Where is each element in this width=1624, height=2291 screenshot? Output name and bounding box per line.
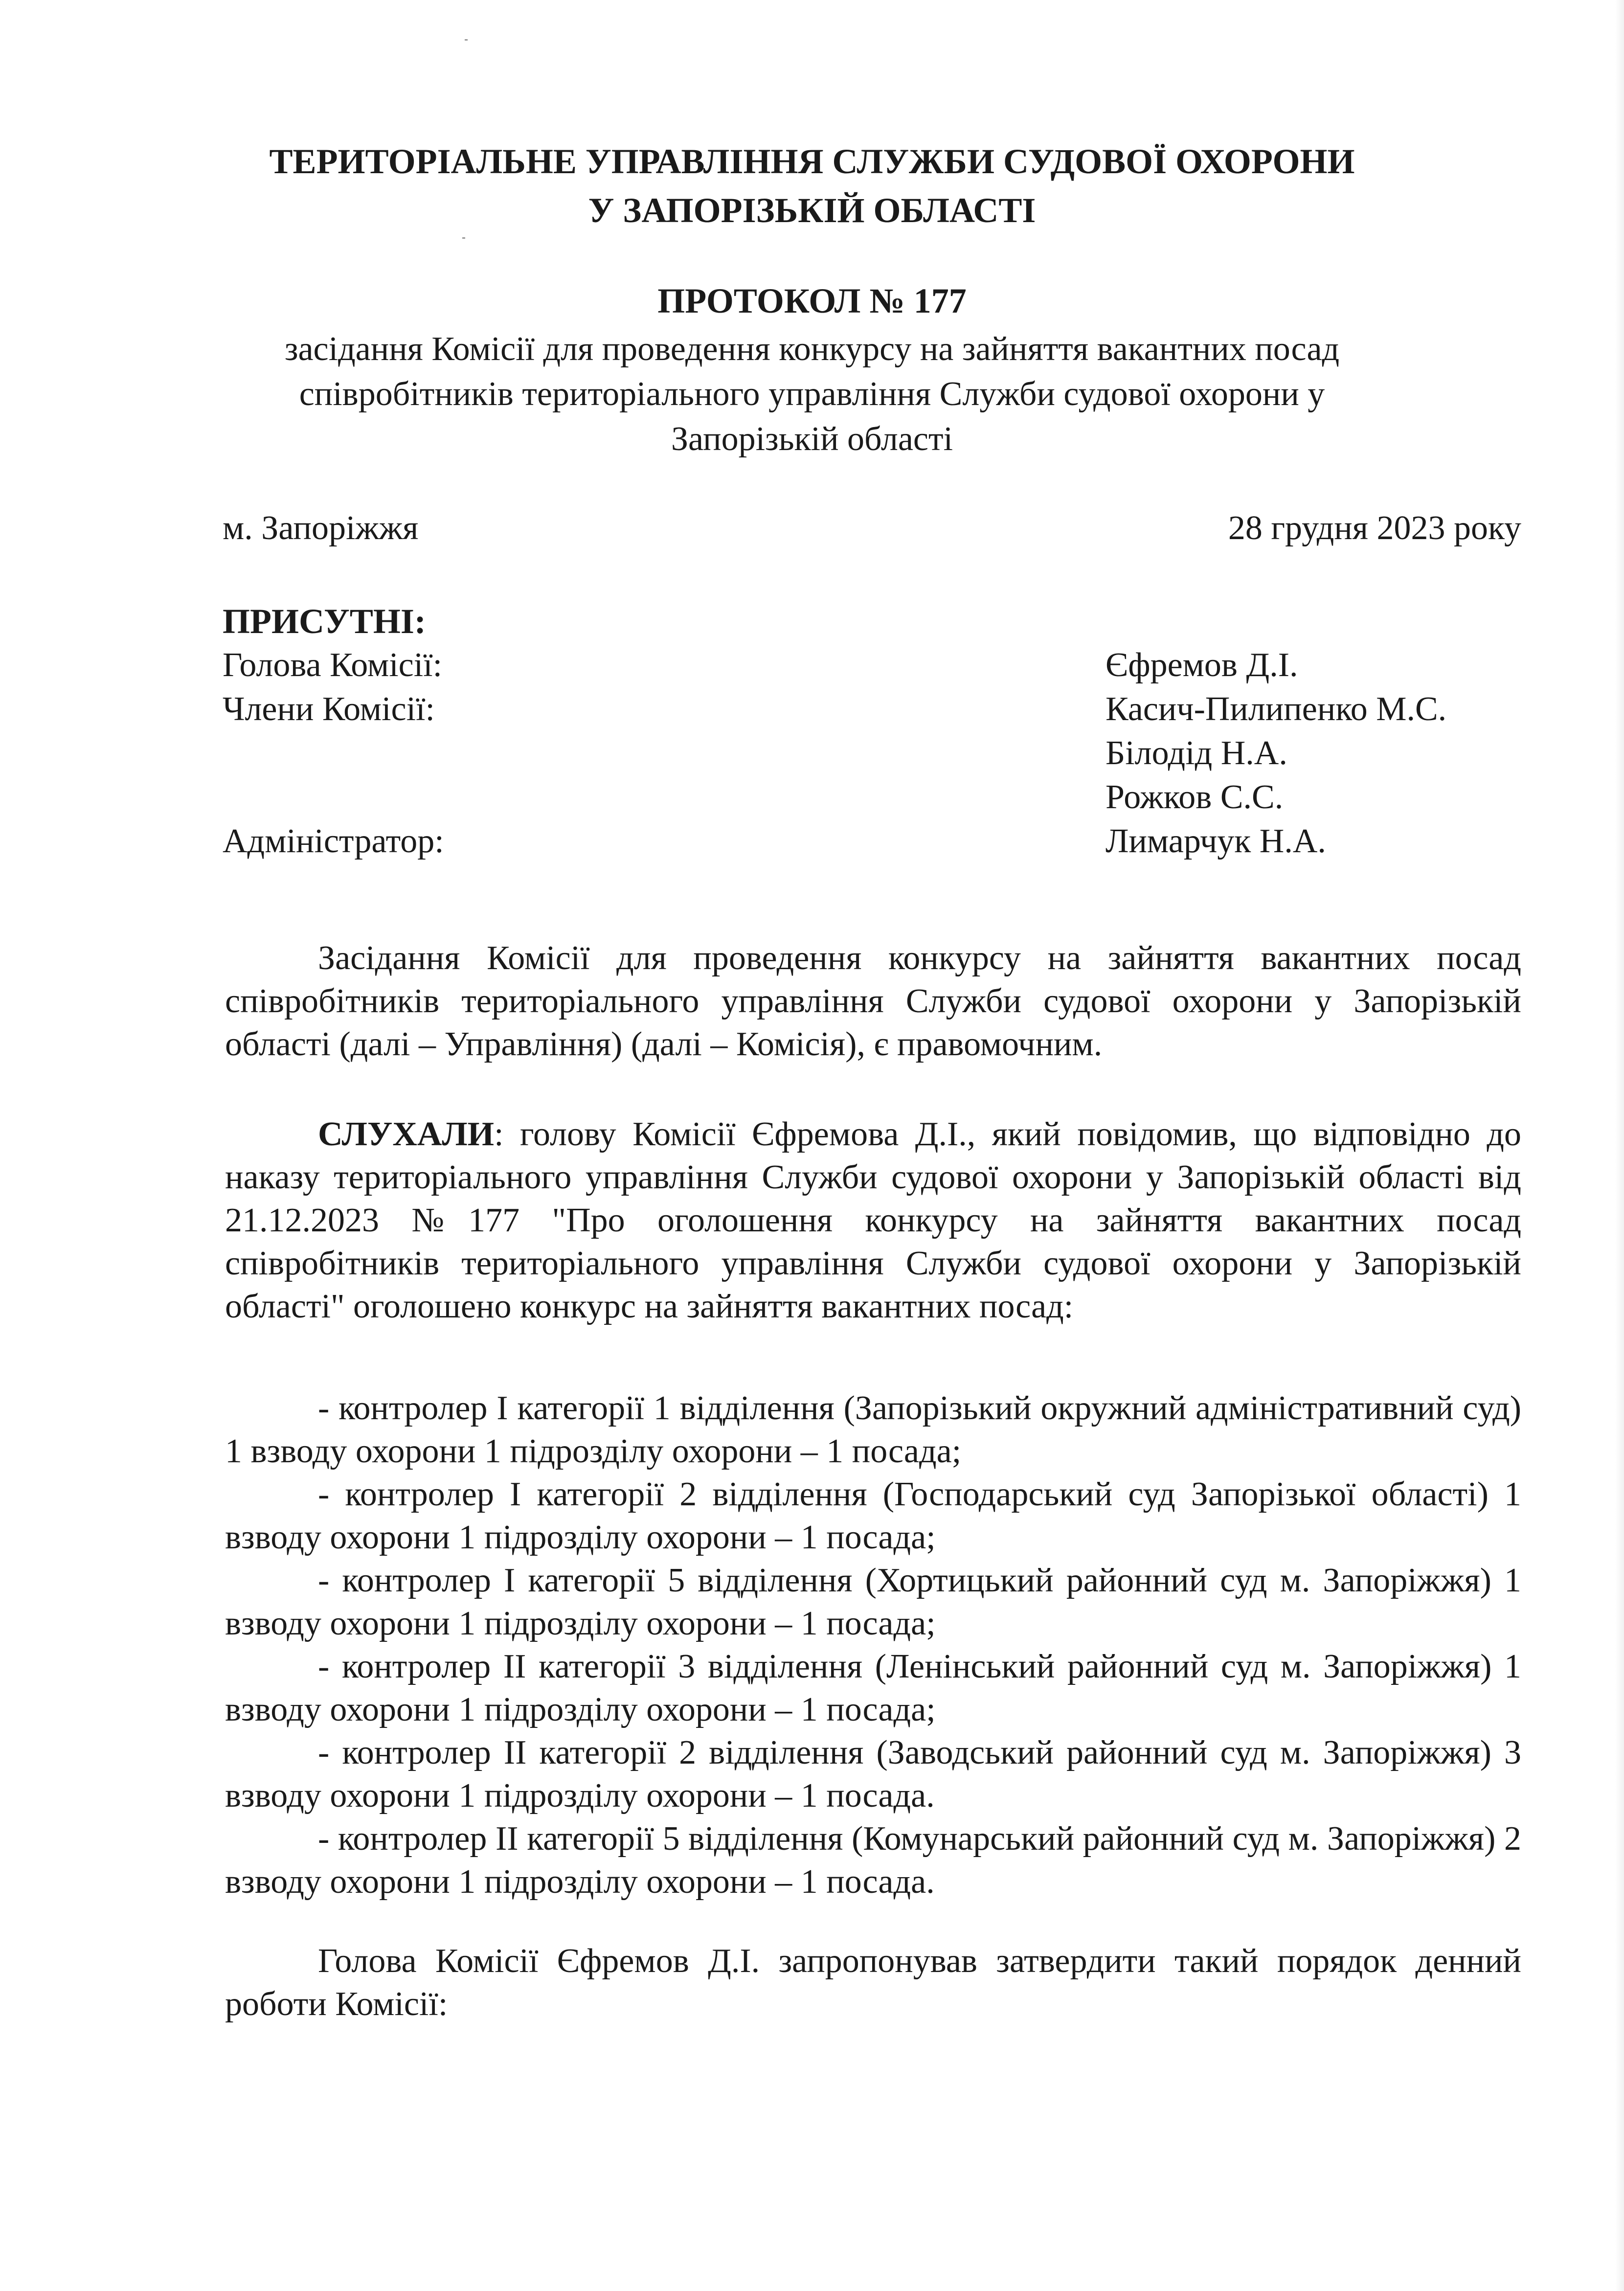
chair-name: Єфремов Д.І. [1105,646,1298,684]
scan-speck [465,39,468,41]
position-item: - контролер ІІ категорії 2 відділення (Заводський районний суд м. Запоріжжя) 3 взводу охорони 1 підрозділу охорони – 1 посада. [225,1734,1521,1815]
members-role: Члени Комісії: [223,690,435,728]
heard-paragraph [225,1113,1521,1328]
scan-speck [462,237,465,239]
heard-label: СЛУХАЛИ [318,1115,495,1153]
member-name: Рожков С.С. [1105,778,1284,816]
admin-role: Адміністратор: [223,822,444,860]
intro-text: Засідання Комісії для проведення конкурсу на зайняття вакантних посад співробітників територіального управління Служби судової охорони у Запорізькій області (далі – Управління) (далі – Комісія), є правомочним. [225,939,1521,1063]
protocol-title: ПРОТОКОЛ № 177 [657,281,967,320]
positions-list [225,1387,1521,1904]
position-item: - контролер І категорії 1 відділення (Запорізький окружний адміністративний суд) 1 взводу охорони 1 підрозділу охорони – 1 посада; [225,1389,1521,1470]
position-item: - контролер І категорії 5 відділення (Хортицький районний суд м. Запоріжжя) 1 взводу охорони 1 підрозділу охорони – 1 посада; [225,1562,1521,1642]
organization-header [0,137,1624,235]
meeting-place: м. Запоріжжя [223,509,419,547]
member-name: Білодід Н.А. [1105,734,1287,772]
heard-text-block [225,1113,1521,1328]
meeting-date: 28 грудня 2023 року [1228,509,1521,547]
present-heading: ПРИСУТНІ: [223,602,426,641]
closing-text: Голова Комісії Єфремов Д.І. запропонував затвердити такий порядок денний роботи Комісії: [225,1942,1521,2023]
member-name: Касич-Пилипенко М.С. [1105,690,1447,728]
organization-name-line2: У ЗАПОРІЗЬКІЙ ОБЛАСТІ [588,191,1036,230]
protocol-subtitle-line3: Запорізькій області [671,420,953,458]
chair-role: Голова Комісії: [223,646,443,684]
protocol-subtitle-line2: співробітників територіального управління Служби судової охорони у [299,375,1325,413]
protocol-subtitle-line1: засідання Комісії для проведення конкурсу на зайняття вакантних посад [284,330,1340,368]
intro-paragraph [225,937,1521,1066]
scan-edge-shadow [1615,0,1624,2291]
heard-text: : голову Комісії Єфремова Д.І., який повідомив, що відповідно до наказу територіального управління Служби судової охорони у Запорізькій області від 21.12.2023 №177 "Про оголошення конкурсу на зайняття вакантних посад співробітників територіального управління Служби судової охорони у Запорізькій області" оголошено конкурс на зайняття вакантних посад: [225,1115,1521,1325]
position-item: - контролер І категорії 2 відділення (Господарський суд Запорізької області) 1 взводу охорони 1 підрозділу охорони – 1 посада; [225,1475,1521,1556]
admin-name: Лимарчук Н.А. [1105,822,1326,860]
organization-name-line1: ТЕРИТОРІАЛЬНЕ УПРАВЛІННЯ СЛУЖБИ СУДОВОЇ ОХОРОНИ [269,142,1355,181]
position-item: - контролер ІІ категорії 3 відділення (Ленінський районний суд м. Запоріжжя) 1 взводу охорони 1 підрозділу охорони – 1 посада; [225,1648,1521,1728]
closing-paragraph [225,1940,1521,2026]
position-item: - контролер ІІ категорії 5 відділення (Комунарський районний суд м. Запоріжжя) 2 взводу охорони 1 підрозділу охорони – 1 посада. [225,1820,1521,1901]
protocol-subtitle [0,327,1624,462]
